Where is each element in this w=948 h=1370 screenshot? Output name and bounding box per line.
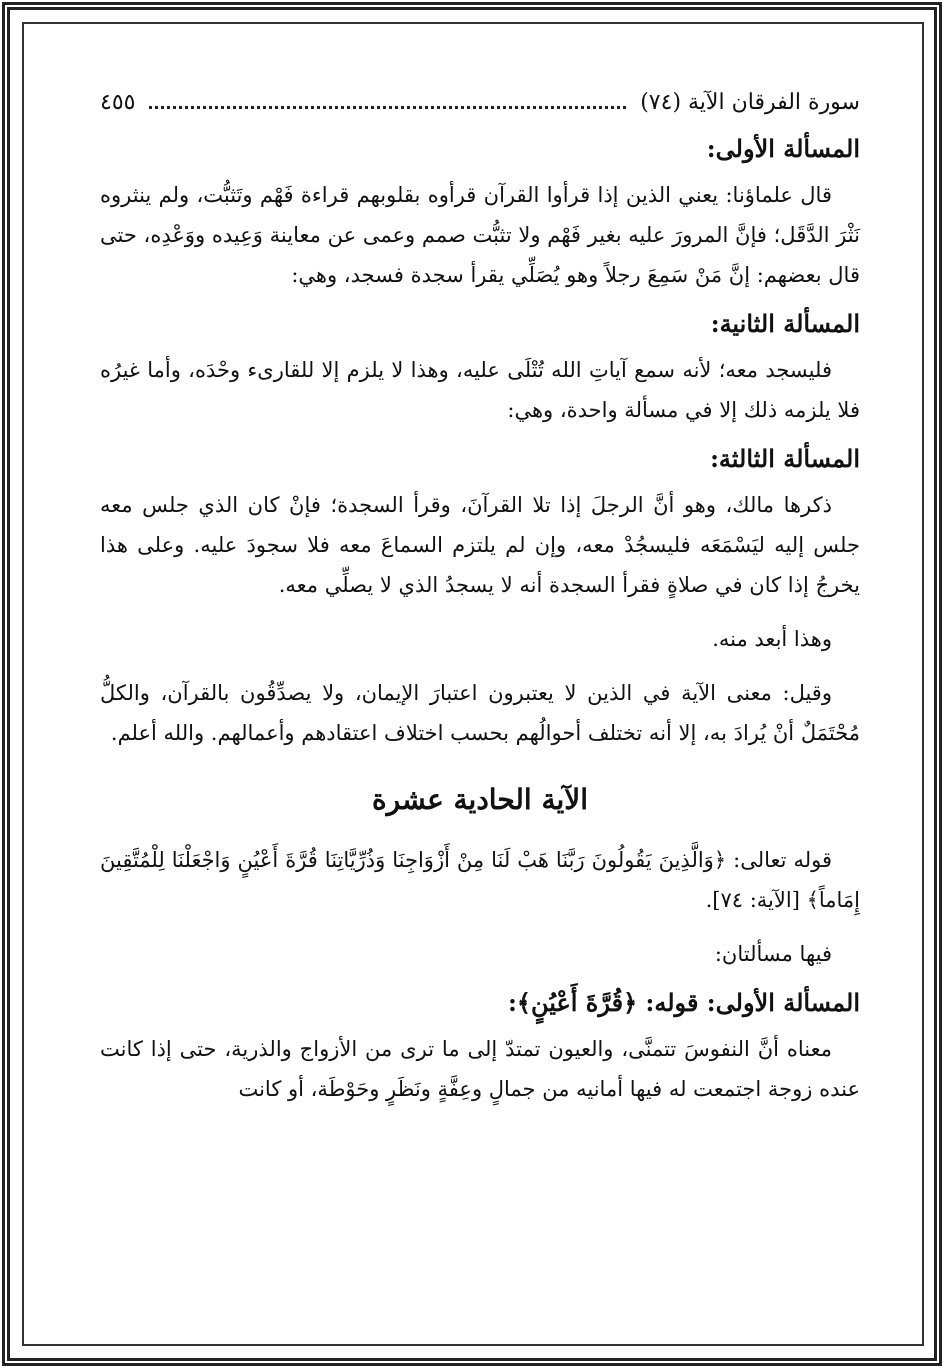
paragraph: فليسجد معه؛ لأنه سمع آياتِ الله تُتْلَى عليه، وهذا لا يلزم إلا للقارىء وحْدَه، وأما غيرُه فلا يلزمه ذلك إلا في مسألة واحدة، وهي:: [100, 358, 860, 422]
book-page: [100, 80, 860, 1330]
section-heading-3: المسألة الثالثة:: [710, 444, 860, 473]
section-heading-2: المسألة الثانية:: [710, 309, 860, 338]
page-number: ٤٥٥: [100, 89, 136, 115]
verse-paragraph: قوله تعالى: ﴿وَالَّذِينَ يَقُولُونَ رَبَّنَا هَبْ لَنَا مِنْ أَزْوَاجِنَا وَذُرِّيَّاتِنَا قُرَّةَ أَعْيُنٍ وَاجْعَلْنَا لِلْمُتَّقِينَ إِمَاماً﴾ [الآية: ٧٤].: [100, 848, 860, 912]
paragraph: وقيل: معنى الآية في الذين لا يعتبرون اعتبارَ الإيمان، ولا يصدِّقُون بالقرآن، والكلُّ مُحْتَمَلٌ أنْ يُرادَ به، إلا أنه تختلف أحوالُهم بحسب اختلاف اعتقادهم وأعمالهم. والله أعلم.: [100, 681, 860, 745]
header-dots: [149, 96, 626, 109]
paragraph: قال علماؤنا: يعني الذين إذا قرأوا القرآن قرأوه بقلوبهم قراءة فَهْم وتَثبُّت، ولم ينثروه نَثْرَ الدَّقَل؛ فإنَّ المرورَ عليه بغير فَهْم ولا تثبُّت صمم وعمى عن معاينة وَعِيده ووَعْدِه، حتى قال بعضهم: إنَّ مَنْ سَمِعَ رجلاً وهو يُصَلِّي يقرأ سجدة فسجد، وهي:: [100, 183, 860, 287]
verse-title: الآية الحادية عشرة: [371, 783, 589, 816]
section-heading-1: المسألة الأولى:: [706, 134, 860, 163]
final-heading: المسألة الأولى: قوله: ﴿قُرَّةَ أَعْيُنٍ﴾:: [508, 988, 860, 1017]
paragraph: وهذا أبعد منه.: [712, 627, 832, 651]
paragraph: ذكرها مالك، وهو أنَّ الرجلَ إذا تلا القرآنَ، وقرأ السجدة؛ فإنْ كان الذي جلس معه جلس إليه ليَسْمَعَه فليسجُدْ معه، وإن لم يلتزم السماعَ معه فلا سجودَ عليه. وعلى هذا يخرجُ إذا كان في صلاةٍ فقرأ السجدة أنه لا يسجدُ الذي لا يصلِّي معه.: [100, 493, 860, 597]
final-paragraph: معناه أنَّ النفوسَ تتمنَّى، والعيون تمتدّ إلى ما ترى من الأزواج والذرية، حتى إذا كانت عنده زوجة اجتمعت له فيها أمانيه من جمالٍ وعِفَّةٍ ونَظَرٍ وحَوْطَة، أو كانت: [100, 1037, 860, 1101]
verse-paragraph: فيها مسألتان:: [714, 942, 832, 966]
running-header: [100, 80, 860, 124]
running-title: سورة الفرقان الآية (٧٤): [640, 89, 860, 115]
